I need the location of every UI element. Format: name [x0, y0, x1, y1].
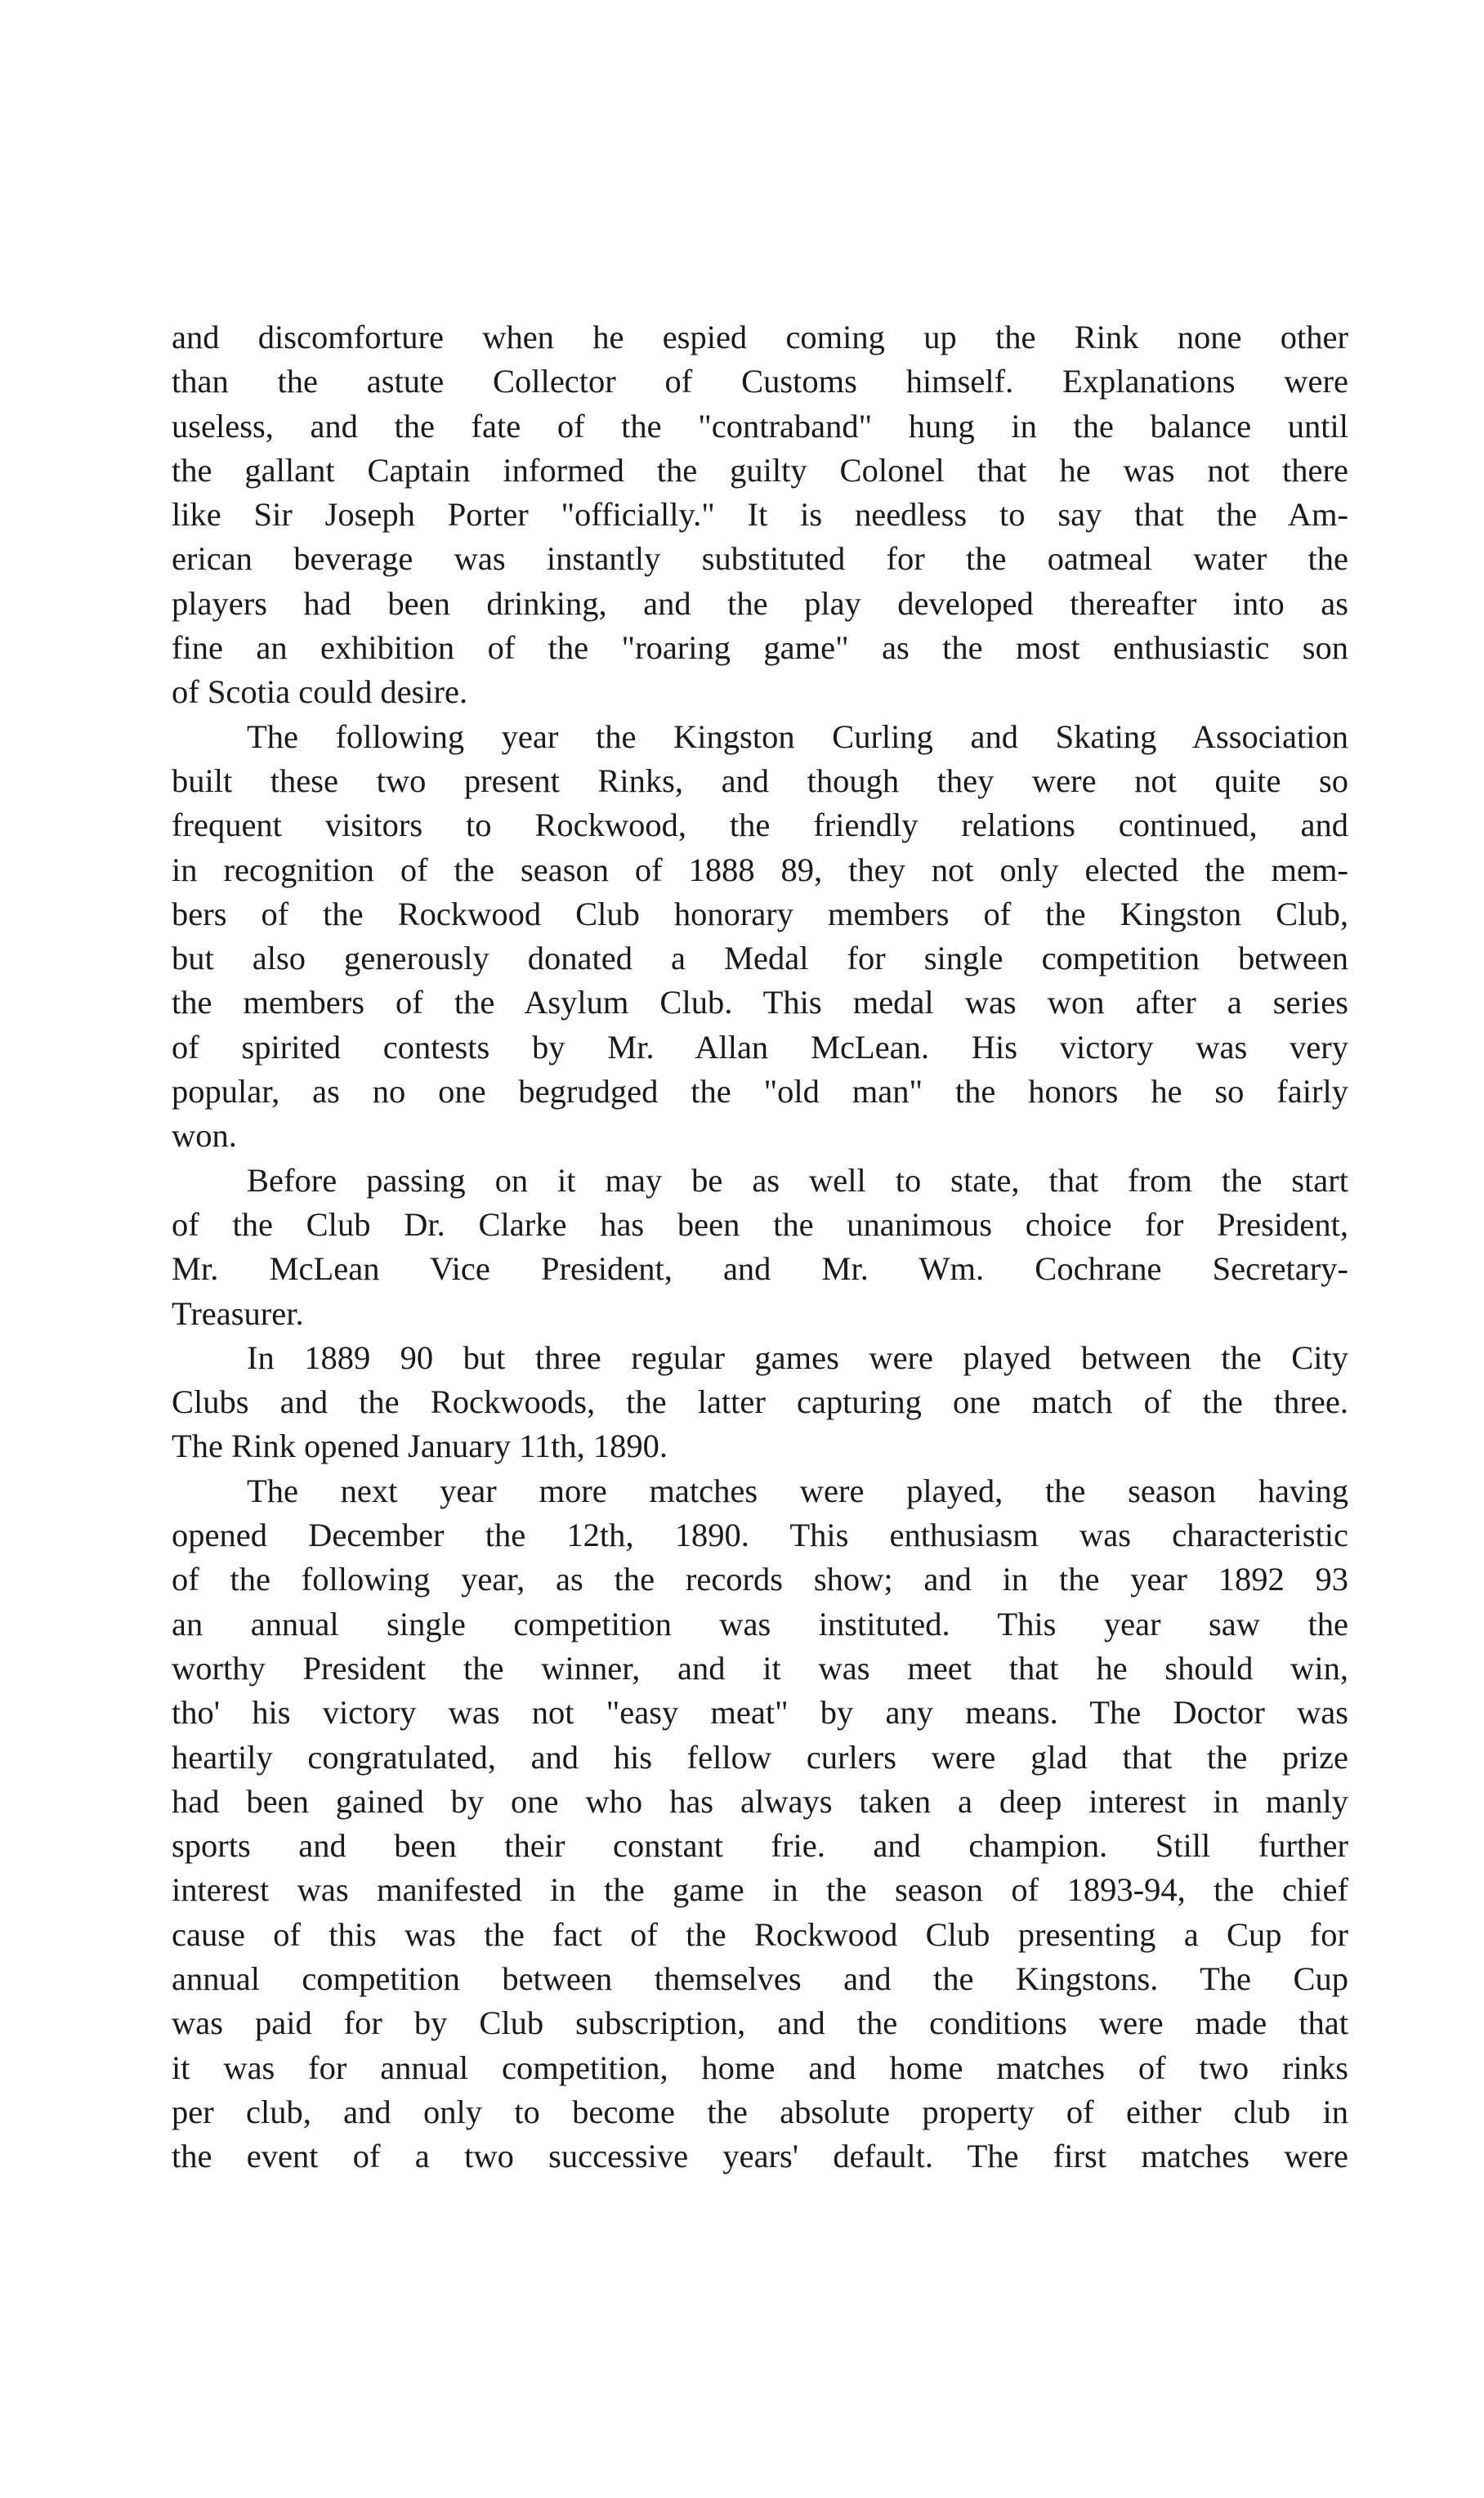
text-line: fine an exhibition of the "roaring game" as the most enthusiastic son [172, 629, 1348, 667]
text-line: and discomforture when he espied coming up the Rink none other [172, 319, 1348, 355]
text-line: sports and been their constant frie. and champion. Still further [172, 1827, 1348, 1865]
text-line: The Rink opened January 11th, 1890. [172, 1428, 668, 1465]
text-line: of the Club Dr. Clarke has been the unanimous choice for President, [172, 1205, 1348, 1243]
text-line: The next year more matches were played, the season having [247, 1472, 1348, 1509]
text-line: interest was manifested in the game in the season of 1893-94, the chief [172, 1871, 1348, 1909]
text-line: Clubs and the Rockwoods, the latter capturing one match of the three. [172, 1383, 1348, 1421]
text-line: had been gained by one who has always taken a deep interest in manly [172, 1782, 1348, 1820]
text-line: Mr. McLean Vice President, and Mr. Wm. Cochrane Secretary- [172, 1250, 1348, 1288]
text-line: popular, as no one begrudged the "old man" the honors he so fairly [172, 1073, 1348, 1110]
text-line: annual competition between themselves and the Kingstons. The Cup [172, 1960, 1348, 1997]
text-line: tho' his victory was not "easy meat" by any means. The Doctor was [172, 1694, 1348, 1732]
text-line: players had been drinking, and the play developed thereafter into as [172, 584, 1348, 622]
text-line: heartily congratulated, and his fellow curlers were glad that the prize [172, 1738, 1348, 1776]
text-line: useless, and the fate of the "contraband" hung in the balance until [172, 407, 1348, 445]
text-line: it was for annual competition, home and home matches of two rinks [172, 2049, 1348, 2086]
text-line: Before passing on it may be as well to state, that from the start [247, 1161, 1348, 1199]
body-text [172, 315, 1348, 2178]
text-line: of spirited contests by Mr. Allan McLean. His victory was very [172, 1028, 1348, 1066]
text-line: in recognition of the season of 1888 89, they not only elected the mem- [172, 851, 1348, 888]
text-line: was paid for by Club subscription, and the conditions were made that [172, 2004, 1348, 2042]
text-line: Treasurer. [172, 1294, 304, 1332]
text-line: cause of this was the fact of the Rockwood Club presenting a Cup for [172, 1915, 1348, 1953]
text-line: an annual single competition was instituted. This year saw the [172, 1605, 1348, 1642]
text-line: bers of the Rockwood Club honorary members of the Kingston Club, [172, 895, 1348, 932]
text-line: opened December the 12th, 1890. This enthusiasm was characteristic [172, 1517, 1348, 1554]
text-line: worthy President the winner, and it was meet that he should win, [172, 1649, 1348, 1687]
text-line: built these two present Rinks, and though they were not quite so [172, 762, 1348, 799]
text-line: won. [172, 1117, 237, 1155]
text-line: like Sir Joseph Porter "officially." It is needless to say that the Am- [172, 496, 1348, 534]
text-line: In 1889 90 but three regular games were played between the City [247, 1338, 1348, 1376]
text-line: The following year the Kingston Curling and Skating Association [247, 717, 1348, 755]
text-line: the event of a two successive years' default. The first matches were [172, 2138, 1348, 2175]
text-line: but also generously donated a Medal for single competition between [172, 940, 1348, 977]
text-line: frequent visitors to Rockwood, the friendly relations continued, and [172, 807, 1348, 844]
text-line: erican beverage was instantly substituted for the oatmeal water the [172, 540, 1348, 578]
text-line: of the following year, as the records show; and in the year 1892 93 [172, 1561, 1348, 1598]
text-line: than the astute Collector of Customs himself. Explanations were [172, 363, 1348, 400]
text-line: the gallant Captain informed the guilty Colonel that he was not there [172, 451, 1348, 489]
text-line: of Scotia could desire. [172, 673, 468, 711]
text-line: per club, and only to become the absolute property of either club in [172, 2093, 1348, 2130]
text-line: the members of the Asylum Club. This medal was won after a series [172, 984, 1348, 1021]
